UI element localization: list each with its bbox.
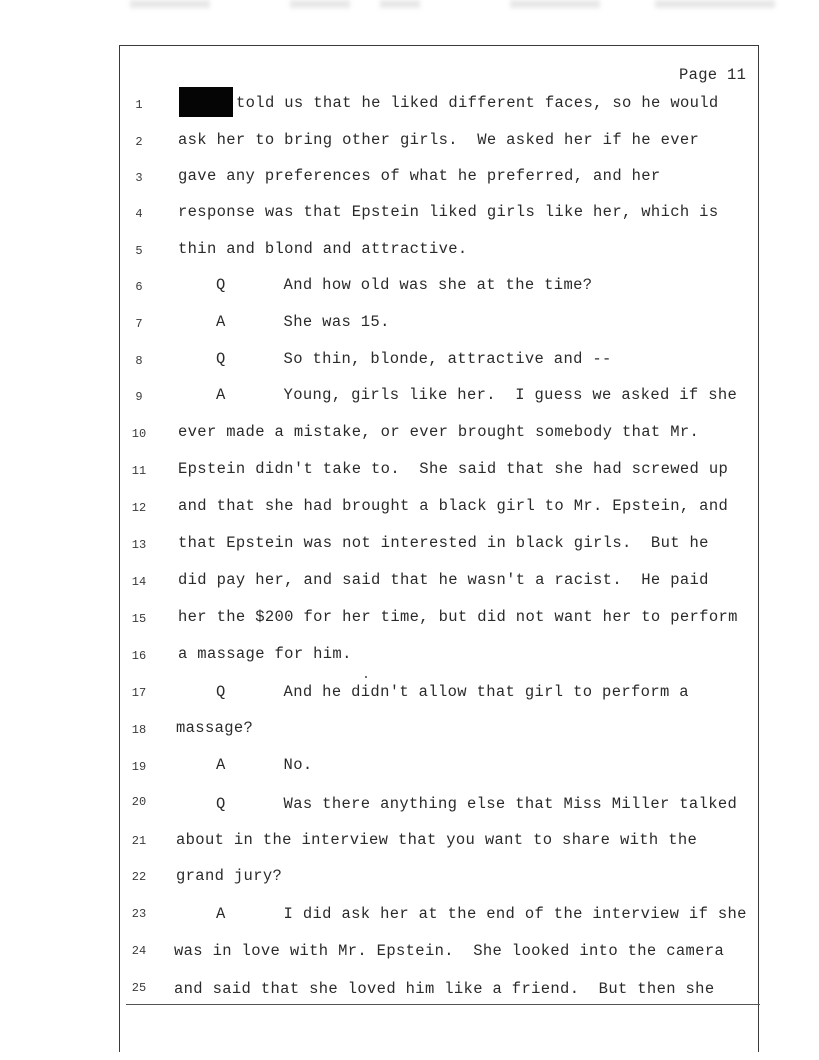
transcript-line: and said that she loved him like a friend. But then she	[174, 980, 715, 998]
line-number: 2	[135, 135, 143, 149]
line-number: 10	[131, 427, 147, 441]
line-number: 20	[131, 795, 147, 809]
bottom-rule	[126, 1004, 760, 1005]
scan-smudge	[130, 0, 210, 8]
transcript-line: gave any preferences of what he preferred, and her	[178, 167, 661, 185]
line-number: 5	[135, 244, 143, 258]
line-number: 25	[131, 981, 147, 995]
line-number: 17	[131, 686, 147, 700]
transcript-line: A She was 15.	[216, 313, 390, 331]
transcript-line: Epstein didn't take to. She said that she had screwed up	[178, 460, 729, 478]
transcript-line: A I did ask her at the end of the interview if she	[216, 905, 747, 923]
line-number: 6	[135, 280, 143, 294]
transcript-line: ask her to bring other girls. We asked her if he ever	[178, 131, 700, 149]
transcript-line: a massage for him.	[178, 645, 352, 663]
line-number: 7	[135, 317, 143, 331]
transcript-line: and that she had brought a black girl to Mr. Epstein, and	[178, 497, 729, 515]
transcript-line: A No.	[216, 756, 313, 774]
transcript-line: did pay her, and said that he wasn't a racist. He paid	[178, 571, 709, 589]
transcript-line: told us that he liked different faces, so he would	[236, 94, 719, 112]
transcript-line: response was that Epstein liked girls like her, which is	[178, 203, 719, 221]
transcript-line: ever made a mistake, or ever brought somebody that Mr.	[178, 423, 700, 441]
transcript-line: that Epstein was not interested in black girls. But he	[178, 534, 709, 552]
line-number: 1	[135, 98, 143, 112]
transcript-line: Q And he didn't allow that girl to perform a	[216, 683, 689, 701]
line-number: 18	[131, 723, 147, 737]
scan-speck	[365, 676, 367, 678]
line-number: 16	[131, 649, 147, 663]
redaction-block	[179, 87, 233, 117]
line-number: 4	[135, 207, 143, 221]
line-number: 19	[131, 760, 147, 774]
transcript-line: was in love with Mr. Epstein. She looked into the camera	[174, 942, 725, 960]
line-number: 13	[131, 538, 147, 552]
transcript-line: massage?	[176, 719, 254, 737]
transcript-line: grand jury?	[176, 867, 283, 885]
scan-smudge	[655, 0, 775, 8]
transcript-line: Q So thin, blonde, attractive and --	[216, 350, 612, 368]
line-number: 11	[131, 464, 147, 478]
page-number: Page 11	[679, 66, 747, 84]
line-number: 15	[131, 612, 147, 626]
scan-smudge	[380, 0, 420, 8]
scan-smudge	[290, 0, 350, 8]
line-number: 12	[131, 501, 147, 515]
line-number: 8	[135, 354, 143, 368]
line-number: 24	[131, 944, 147, 958]
transcript-line: Q And how old was she at the time?	[216, 276, 593, 294]
transcript-line: A Young, girls like her. I guess we asked if she	[216, 386, 738, 404]
line-number: 9	[135, 390, 143, 404]
transcript-line: Q Was there anything else that Miss Miller talked	[216, 795, 738, 813]
line-number: 21	[131, 834, 147, 848]
scan-smudge	[510, 0, 600, 8]
transcript-line: her the $200 for her time, but did not want her to perform	[178, 608, 738, 626]
line-number: 23	[131, 907, 147, 921]
line-number: 3	[135, 171, 143, 185]
transcript-line: about in the interview that you want to share with the	[176, 831, 698, 849]
line-number: 14	[131, 575, 147, 589]
line-number: 22	[131, 870, 147, 884]
transcript-line: thin and blond and attractive.	[178, 240, 468, 258]
